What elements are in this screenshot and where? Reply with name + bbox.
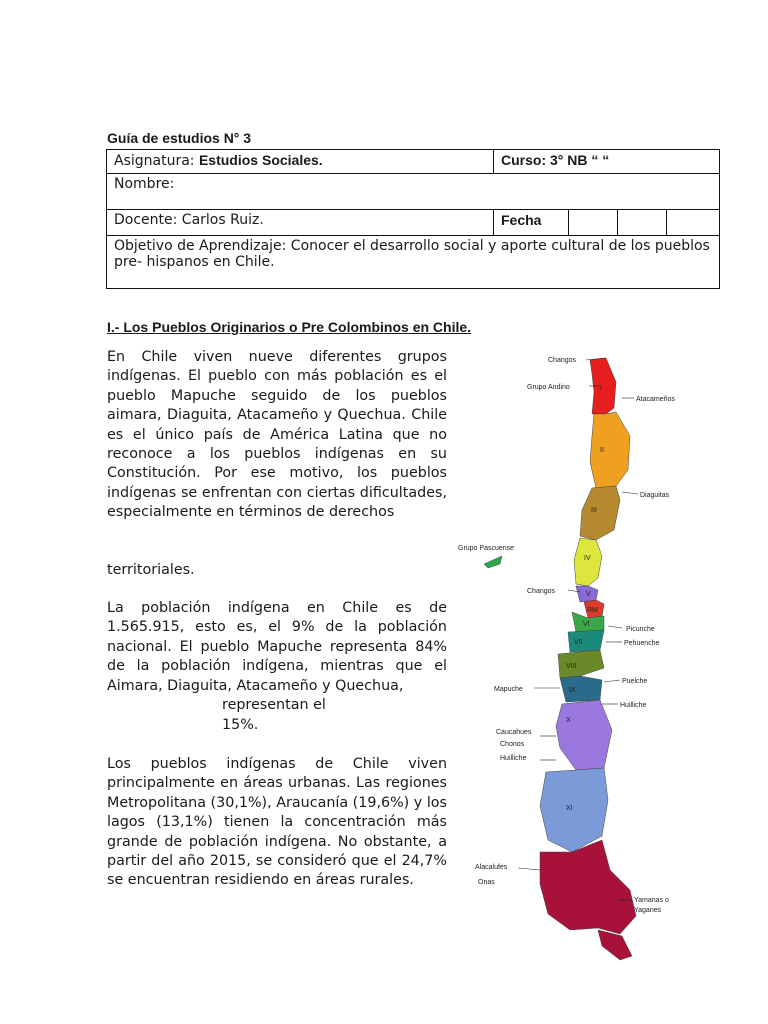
region-number-vii: VII bbox=[574, 639, 583, 646]
label-yamanas: Yamanas o bbox=[634, 897, 669, 904]
label-diaguitas: Diaguitas bbox=[640, 492, 670, 499]
region-number-x: X bbox=[566, 717, 571, 724]
region-number-iv: IV bbox=[584, 555, 591, 562]
guide-title: Guía de estudios N° 3 bbox=[107, 130, 252, 146]
label-changos-central: Changos bbox=[527, 588, 556, 595]
label-mapuche: Mapuche bbox=[494, 686, 523, 693]
region-number-vi: VI bbox=[583, 621, 590, 628]
label-chonos: Chonos bbox=[500, 741, 525, 748]
region-ix bbox=[560, 676, 602, 702]
paragraph-1: En Chile viven nueve diferentes grupos indígenas. El pueblo con más población es el pueblo Mapuche seguido de los pueblos aimara, Diaguita, Atacameño y Quechua. Chile es el único país de América Latina que no reconoce a los pueblos indígenas en su Constitución. Por ese motivo, los pueblos indígenas se enfrentan con ciertas dificultades, especialmente en términos de derechos bbox=[107, 349, 447, 521]
region-viii bbox=[558, 650, 604, 678]
label-huilliche-east: Huilliche bbox=[620, 702, 647, 709]
isla-de-pascua bbox=[484, 556, 502, 568]
label-grupo-pascuense: Grupo Pascuense bbox=[458, 545, 515, 552]
label-puelche: Puelche bbox=[622, 678, 648, 685]
label-atacamenos: Atacameños bbox=[636, 396, 675, 403]
region-number-ii: II bbox=[600, 447, 604, 454]
label-onas: Onas bbox=[478, 879, 495, 886]
region-number-iii: III bbox=[591, 507, 597, 514]
label-grupo-andino: Grupo Andino bbox=[527, 384, 570, 391]
asignatura-value: Estudios Sociales. bbox=[198, 152, 323, 168]
label-picunche: Picunche bbox=[626, 626, 655, 633]
paragraph-2-end: 15%. bbox=[222, 717, 259, 733]
asignatura-cell bbox=[107, 150, 494, 174]
label-alacalufes: Alacalufes bbox=[475, 864, 508, 871]
curso-cell: Curso: 3° NB “ “ bbox=[494, 150, 720, 174]
chile-map bbox=[452, 344, 696, 964]
region-number-v: V bbox=[586, 591, 591, 598]
fecha-day-cell bbox=[569, 210, 618, 236]
region-number-ix: IX bbox=[569, 687, 576, 694]
label-yaganes: Yaganes bbox=[634, 907, 662, 914]
region-xi bbox=[540, 768, 608, 852]
label-caucahues: Caucahues bbox=[496, 729, 532, 736]
header-table bbox=[106, 149, 720, 289]
fecha-label: Fecha bbox=[494, 210, 569, 236]
fecha-month-cell bbox=[618, 210, 667, 236]
paragraph-3: Los pueblos indígenas de Chile viven principalmente en áreas urbanas. Las regiones Metropolitana (30,1%), Araucanía (19,6%) y los lagos (13,1%) tienen la concentración más grande de población indígena. No obstante, a partir del año 2015, se consideró que el 24,7% se encuentran residiendo en áreas rurales. bbox=[107, 756, 447, 889]
section-title: I.- Los Pueblos Originarios o Pre Colombinos en Chile. bbox=[107, 319, 472, 335]
region-number-i: I bbox=[600, 385, 602, 392]
docente-cell: Docente: Carlos Ruiz. bbox=[107, 210, 494, 236]
asignatura-label: Asignatura: bbox=[114, 153, 199, 169]
fecha-year-cell bbox=[667, 210, 720, 236]
region-ii bbox=[590, 412, 630, 488]
tierra-del-fuego bbox=[598, 930, 632, 960]
paragraph-2: La población indígena en Chile es de 1.565.915, esto es, el 9% de la población nacional. El pueblo Mapuche representa 84% de la población indígena, mientras que el Aimara, Diaguita, Atacameño y Quechua, bbox=[107, 600, 447, 694]
region-number-viii: VIII bbox=[566, 663, 577, 670]
paragraph-2-continuation: representan el bbox=[222, 697, 326, 713]
region-x bbox=[556, 700, 612, 770]
region-xii bbox=[540, 840, 636, 934]
nombre-cell: Nombre: bbox=[107, 174, 720, 210]
label-huilliche-west: Huilliche bbox=[500, 755, 527, 762]
label-pehuenche: Pehuenche bbox=[624, 640, 660, 647]
region-number-rm: RM bbox=[587, 607, 598, 614]
objetivo-cell: Objetivo de Aprendizaje: Conocer el desarrollo social y aporte cultural de los pueblos pre- hispanos en Chile. bbox=[107, 236, 720, 289]
region-iii bbox=[580, 486, 620, 540]
region-iv bbox=[574, 538, 602, 586]
paragraph-1-continuation: territoriales. bbox=[107, 562, 195, 578]
region-number-xi: XI bbox=[566, 805, 573, 812]
label-changos-north: Changos bbox=[548, 357, 577, 364]
